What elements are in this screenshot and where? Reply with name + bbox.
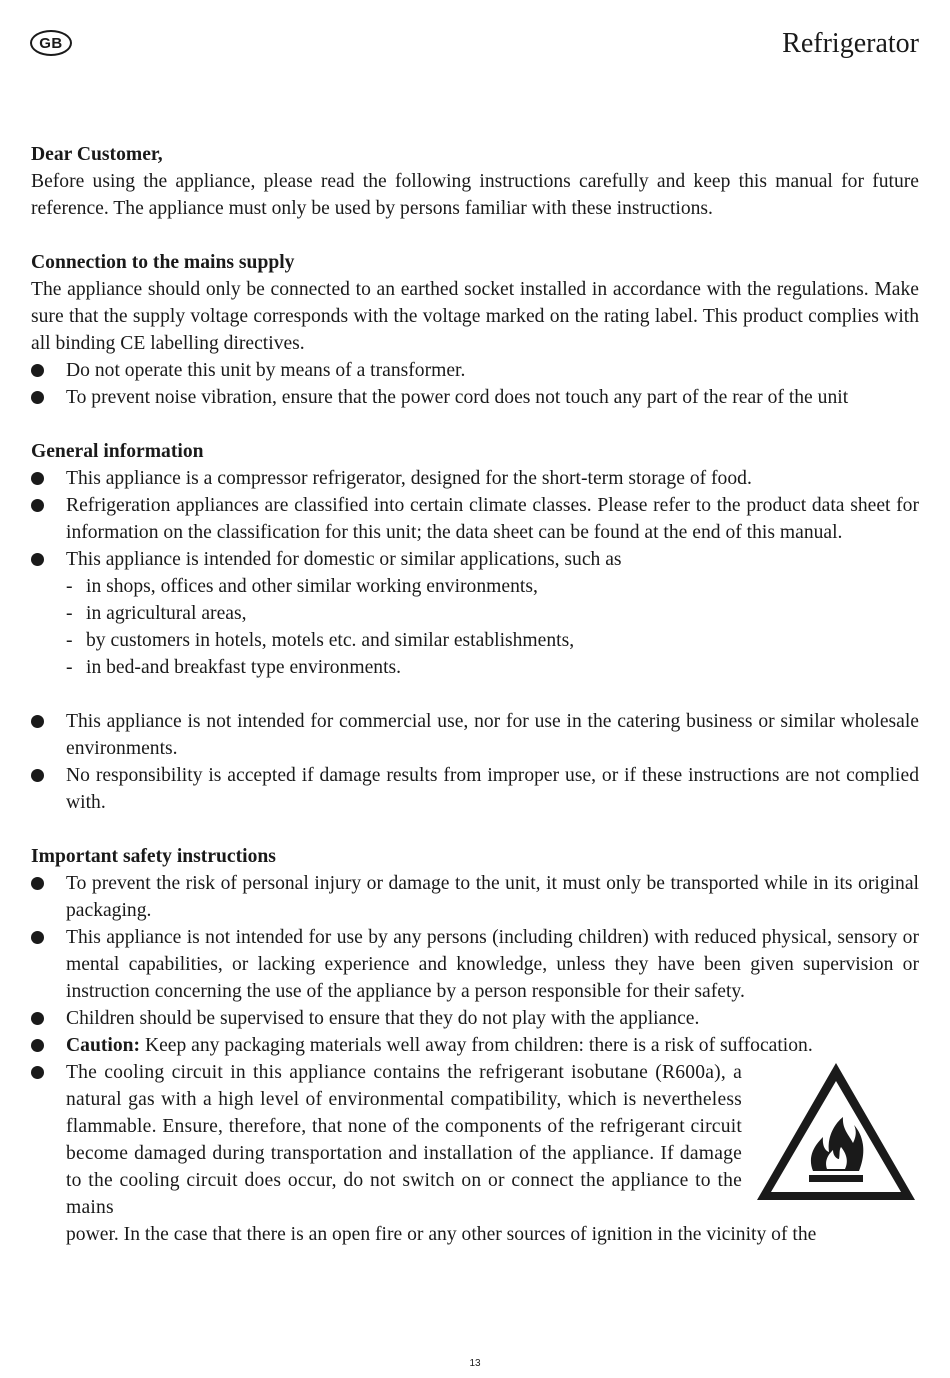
sub-list-item: - by customers in hotels, motels etc. and similar establishments, [66,630,575,651]
bullet-icon [31,499,44,512]
bullet-icon [31,1012,44,1025]
list-item: Do not operate this unit by means of a transformer. [31,357,919,384]
bullet-icon [31,715,44,728]
bullet-icon [31,553,44,566]
refrigerant-paragraph-continued: power. In the case that there is an open fire or any other sources of ignition in the vicinity of the [66,1224,817,1245]
manual-content [31,141,919,1248]
flammable-warning-icon [753,1059,919,1205]
list-item: To prevent noise vibration, ensure that the power cord does not touch any part of the rear of the unit [31,384,919,411]
country-badge: GB [30,30,72,56]
page-number: 13 [469,1358,481,1369]
list-item: This appliance is not intended for use by any persons (including children) with reduced physical, sensory or mental capabilities, or lacking experience and knowledge, unless they have been given supervision or instruction concerning the use of the appliance by a person responsible for their safety. [31,924,919,1005]
list-item: This appliance is a compressor refrigerator, designed for the short-term storage of food. [31,465,919,492]
list-item: This appliance is not intended for commercial use, nor for use in the catering business or similar wholesale environments. [31,708,919,762]
sub-list-item: - in agricultural areas, [66,603,247,624]
intro-paragraph: Before using the appliance, please read the following instructions carefully and keep this manual for future reference. The appliance must only be used by persons familiar with these instructions. [31,171,919,219]
bullet-icon [31,877,44,890]
bullet-icon [31,364,44,377]
bullet-icon [31,769,44,782]
sub-list-item: - in bed-and breakfast type environments. [66,657,402,678]
list-item: To prevent the risk of personal injury or damage to the unit, it must only be transported while in its original packaging. [31,870,919,924]
list-item: Caution: Keep any packaging materials well away from children: there is a risk of suffocation. [31,1032,919,1059]
section-heading-general: General information [31,441,204,462]
bullet-icon [31,472,44,485]
list-item: Children should be supervised to ensure that they do not play with the appliance. [31,1005,919,1032]
refrigerant-paragraph: The cooling circuit in this appliance contains the refrigerant isobutane (R600a), a natural gas with a high level of environmental compatibility, which is nevertheless flammable. Ensure, therefore, that none of the components of the refrigerant circuit become damaged during transportation and installation of the appliance. If damage to the cooling circuit does occur, do not switch on or connect the appliance to the mains [66,1062,742,1218]
bullet-icon [31,1066,44,1079]
caution-label: Caution: [66,1035,141,1056]
bullet-icon [31,931,44,944]
bullet-icon [31,1039,44,1052]
list-item [31,1059,919,1248]
list-item: This appliance is intended for domestic or similar applications, such as [31,546,919,573]
list-item: Refrigeration appliances are classified into certain climate classes. Please refer to the product data sheet for information on the classification for this unit; the data sheet can be found at the end of this manual. [31,492,919,546]
page-title: Refrigerator [782,28,919,59]
bullet-icon [31,391,44,404]
list-item: No responsibility is accepted if damage results from improper use, or if these instructions are not complied with. [31,762,919,816]
mains-paragraph: The appliance should only be connected to an earthed socket installed in accordance with the regulations. Make sure that the supply voltage corresponds with the voltage marked on the rating label. This product complies with all binding CE labelling directives. [31,279,919,354]
sub-list-item: - in shops, offices and other similar working environments, [66,576,538,597]
section-heading-mains: Connection to the mains supply [31,252,295,273]
section-heading-safety: Important safety instructions [31,846,276,867]
greeting: Dear Customer, [31,144,163,165]
